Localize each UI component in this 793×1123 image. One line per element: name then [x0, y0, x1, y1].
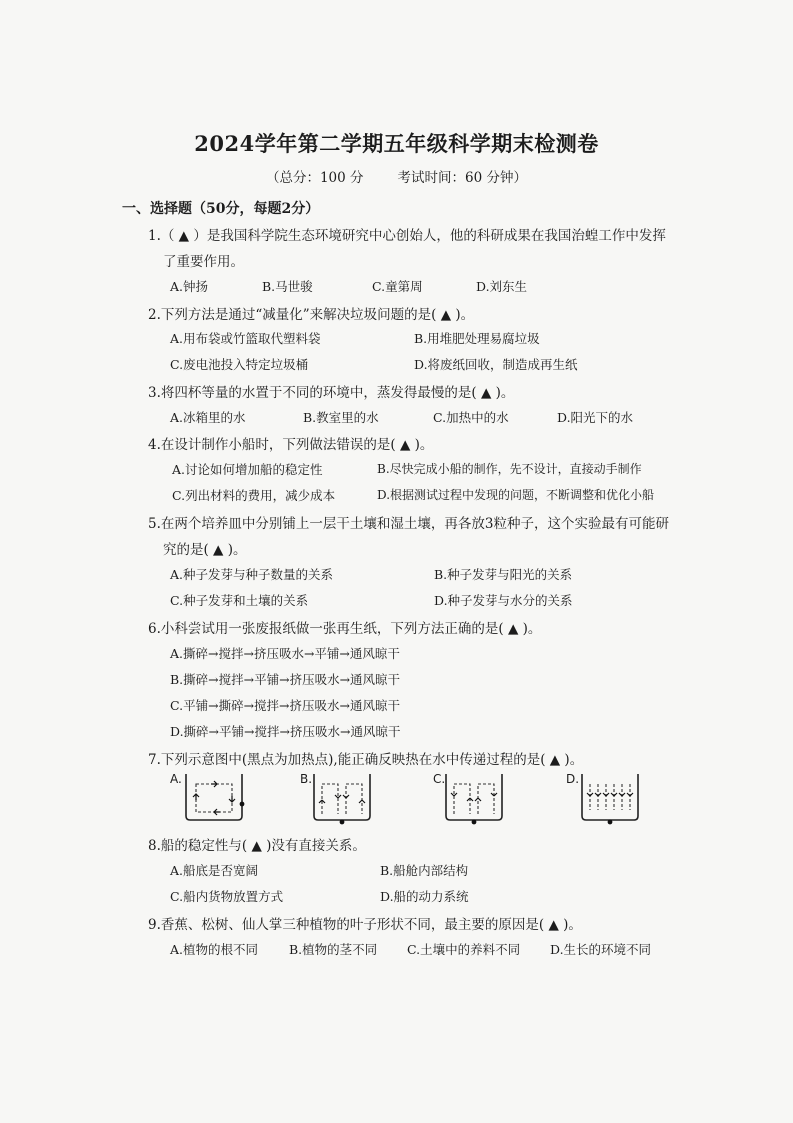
question-1-text: 1.（ ▲ ）是我国科学院生态环境研究中心创始人，他的科研成果在我国治蝗工作中发挥: [148, 228, 666, 244]
exam-subtitle: [0, 166, 793, 186]
question-4-option-d: D.根据测试过程中发现的问题，不断调整和优化小船: [377, 488, 655, 502]
question-6-option-b: B.撕碎→搅拌→平铺→挤压吸水→通风晾干: [170, 672, 401, 687]
question-7-option-b: B.: [300, 772, 313, 786]
question-1-option-a: A.钟扬: [170, 279, 209, 294]
question-7-option-a: A.: [170, 772, 182, 786]
question-6-option-a: A.撕碎→搅拌→挤压吸水→平铺→通风晾干: [170, 646, 400, 661]
question-6-text: 6.小科尝试用一张废报纸做一张再生纸，下列方法正确的是( ▲ )。: [148, 621, 542, 637]
question-5-text-cont: 究的是( ▲ )。: [163, 542, 247, 558]
beaker-diagram-c: [440, 770, 520, 825]
question-9-option-c: C.土壤中的养料不同: [407, 942, 521, 957]
question-3-option-d: D.阳光下的水: [557, 410, 634, 425]
question-7-option-c: C.: [433, 772, 446, 786]
question-9-option-d: D.生长的环境不同: [550, 942, 652, 957]
question-4-option-a: A.讨论如何增加船的稳定性: [172, 462, 323, 477]
question-5-text: 5.在两个培养皿中分别铺上一层干土壤和湿土壤，再各放3粒种子，这个实验最有可能研: [148, 516, 669, 532]
question-5-option-b: B.种子发芽与阳光的关系: [434, 567, 573, 582]
question-7-text: 7.下列示意图中(黑点为加热点),能正确反映热在水中传递过程的是( ▲ )。: [148, 752, 584, 768]
question-5-option-c: C.种子发芽和土壤的关系: [170, 593, 309, 608]
exam-time: 考试时间：60 分钟）: [397, 170, 528, 186]
question-4-text: 4.在设计制作小船时，下列做法错误的是( ▲ )。: [148, 437, 434, 453]
question-9-option-b: B.植物的茎不同: [289, 942, 378, 957]
question-6-option-c: C.平铺→撕碎→搅拌→挤压吸水→通风晾干: [170, 698, 400, 713]
question-2-option-c: C.废电池投入特定垃圾桶: [170, 357, 309, 372]
question-6-option-d: D.撕碎→平铺→搅拌→挤压吸水→通风晾干: [170, 724, 401, 739]
question-3-option-a: A.冰箱里的水: [170, 410, 246, 425]
question-3-option-b: B.教室里的水: [303, 410, 379, 425]
total-score: （总分：100 分: [265, 170, 364, 186]
question-1-option-c: C.童第周: [372, 279, 423, 294]
beaker-diagram-a: [180, 770, 260, 825]
beaker-diagram-d: [576, 770, 656, 825]
question-1-option-b: B.马世骏: [262, 279, 313, 294]
question-2-option-b: B.用堆肥处理易腐垃圾: [414, 331, 540, 346]
question-9-text: 9.香蕉、松树、仙人掌三种植物的叶子形状不同，最主要的原因是( ▲ )。: [148, 917, 582, 933]
question-8-option-c: C.船内货物放置方式: [170, 889, 284, 904]
question-3-option-c: C.加热中的水: [433, 410, 509, 425]
question-1-option-d: D.刘东生: [476, 279, 528, 294]
question-8-option-b: B.船舱内部结构: [380, 863, 469, 878]
question-5-option-d: D.种子发芽与水分的关系: [434, 593, 573, 608]
exam-title: 2024学年第二学期五年级科学期末检测卷: [194, 131, 599, 156]
question-7-option-d: D.: [566, 772, 580, 786]
question-4-option-c: C.列出材料的费用，减少成本: [172, 488, 336, 503]
question-2-option-d: D.将废纸回收，制造成再生纸: [414, 357, 578, 372]
section-title: 一、选择题（50分，每题2分）: [122, 201, 320, 217]
question-8-text: 8.船的稳定性与( ▲ )没有直接关系。: [148, 838, 366, 854]
question-2-option-a: A.用布袋或竹篮取代塑料袋: [170, 331, 321, 346]
question-8-option-a: A.船底是否宽阔: [170, 863, 259, 878]
question-9-option-a: A.植物的根不同: [170, 942, 259, 957]
question-2-text: 2.下列方法是通过“减量化”来解决垃圾问题的是( ▲ )。: [148, 307, 475, 323]
question-1-text-cont: 了重要作用。: [163, 254, 244, 270]
question-4-option-b: B.尽快完成小船的制作，先不设计，直接动手制作: [377, 462, 642, 476]
question-5-option-a: A.种子发芽与种子数量的关系: [170, 567, 334, 582]
question-3-text: 3.将四杯等量的水置于不同的环境中，蒸发得最慢的是( ▲ )。: [148, 385, 515, 401]
question-8-option-d: D.船的动力系统: [380, 889, 469, 904]
beaker-diagram-b: [308, 770, 388, 825]
